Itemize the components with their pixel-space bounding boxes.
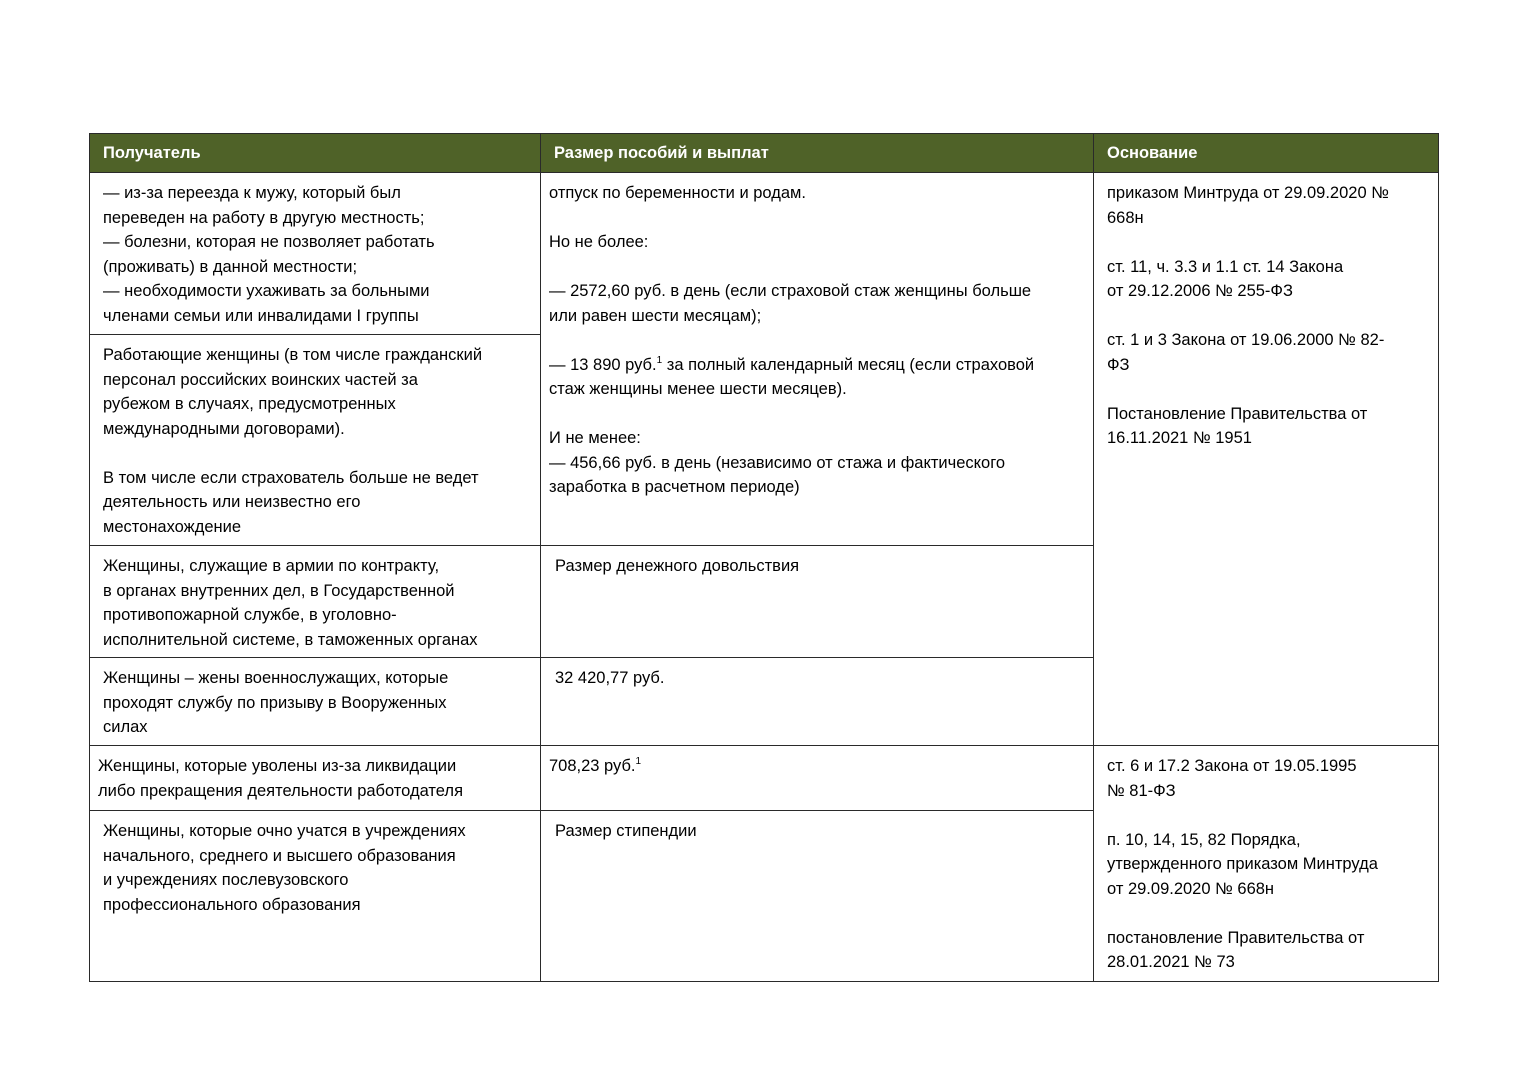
header-basis: Основание [1094,134,1439,173]
amount-min: И не менее: — 456,66 руб. в день (независимо от стажа и фактического заработка в расчетном периоде) [549,429,1006,496]
header-amount: Размер пособий и выплат [541,134,1094,173]
table-row [90,746,1439,811]
table-header-row [90,134,1439,173]
footnote-mark: 1 [635,756,642,767]
amount-cell-military-wives: 32 420,77 руб. [541,658,1094,746]
recipient-cell-students: Женщины, которые очно учатся в учреждениях начального, среднего и высшего образования и учреждениях послевузовского профессионального образования [90,811,541,982]
basis-paragraph: ст. 1 и 3 Закона от 19.06.2000 № 82- ФЗ [1107,331,1385,374]
amount-cell-maternity [541,173,1094,546]
text-line: — болезни, которая не позволяет работать [103,233,435,251]
basis-paragraph: постановление Правительства от 28.01.2021 № 73 [1107,928,1365,971]
benefits-table [89,133,1439,982]
basis-paragraph: ст. 11, ч. 3.3 и 1.1 ст. 14 Закона от 29.12.2006 № 255-ФЗ [1107,257,1344,300]
header-recipient: Получатель [90,134,541,173]
amount-max-label: Но не более: [549,233,649,251]
basis-cell-maternity [1094,173,1439,746]
recipient-cell-dismissed: Женщины, которые уволены из-за ликвидации либо прекращения деятельности работодателя [90,746,541,811]
text-line: членами семьи или инвалидами I группы [103,306,419,325]
amount-max-daily: — 2572,60 руб. в день (если страховой стаж женщины больше или равен шести месяцам); [549,282,1032,325]
amount-cell-students: Размер стипендии [541,811,1094,982]
recipient-cell-military-wives: Женщины – жены военнослужащих, которые проходят службу по призыву в Вооруженных силах [90,658,541,746]
amount-cell-dismissed: 708,23 руб.$^1$ [541,746,1094,811]
table-row [90,173,1439,335]
text-line: — необходимости ухаживать за больными [103,282,430,300]
amount-cell-allowance: Размер денежного довольствия [541,546,1094,658]
recipient-cell-working-women: Работающие женщины (в том числе гражданский персонал российских воинских частей за рубежом в случаях, предусмотренных международными договорами). В том числе если страхователь больше не ведет деятельность или неизвестно его местонахождение [90,335,541,546]
basis-paragraph: п. 10, 14, 15, 82 Порядка, утвержденного приказом Минтруда от 29.09.2020 № 668н [1107,830,1378,898]
basis-paragraph: Постановление Правительства от 16.11.2021 № 1951 [1107,404,1368,447]
footnote-mark: 1 [656,354,663,366]
amount-intro: отпуск по беременности и родам. [549,184,806,202]
amount-max-monthly: — 13 890 руб.$^1$ за полный календарный месяц (если страховой стаж женщины менее шести месяцев). [549,354,1035,398]
text-line: (проживать) в данной местности; [103,257,358,276]
recipient-cell-service-women: Женщины, служащие в армии по контракту, в органах внутренних дел, в Государственной противопожарной службе, в уголовно- исполнительной системе, в таможенных органах [90,546,541,658]
text-line: — из-за переезда к мужу, который был [103,184,401,202]
recipient-cell-relocation [90,173,541,335]
basis-cell-dismissed-students [1094,746,1439,982]
basis-paragraph: приказом Минтруда от 29.09.2020 № 668н [1107,184,1389,227]
text-line: переведен на работу в другую местность; [103,208,425,227]
basis-paragraph: ст. 6 и 17.2 Закона от 19.05.1995 № 81-ФЗ [1107,757,1357,800]
